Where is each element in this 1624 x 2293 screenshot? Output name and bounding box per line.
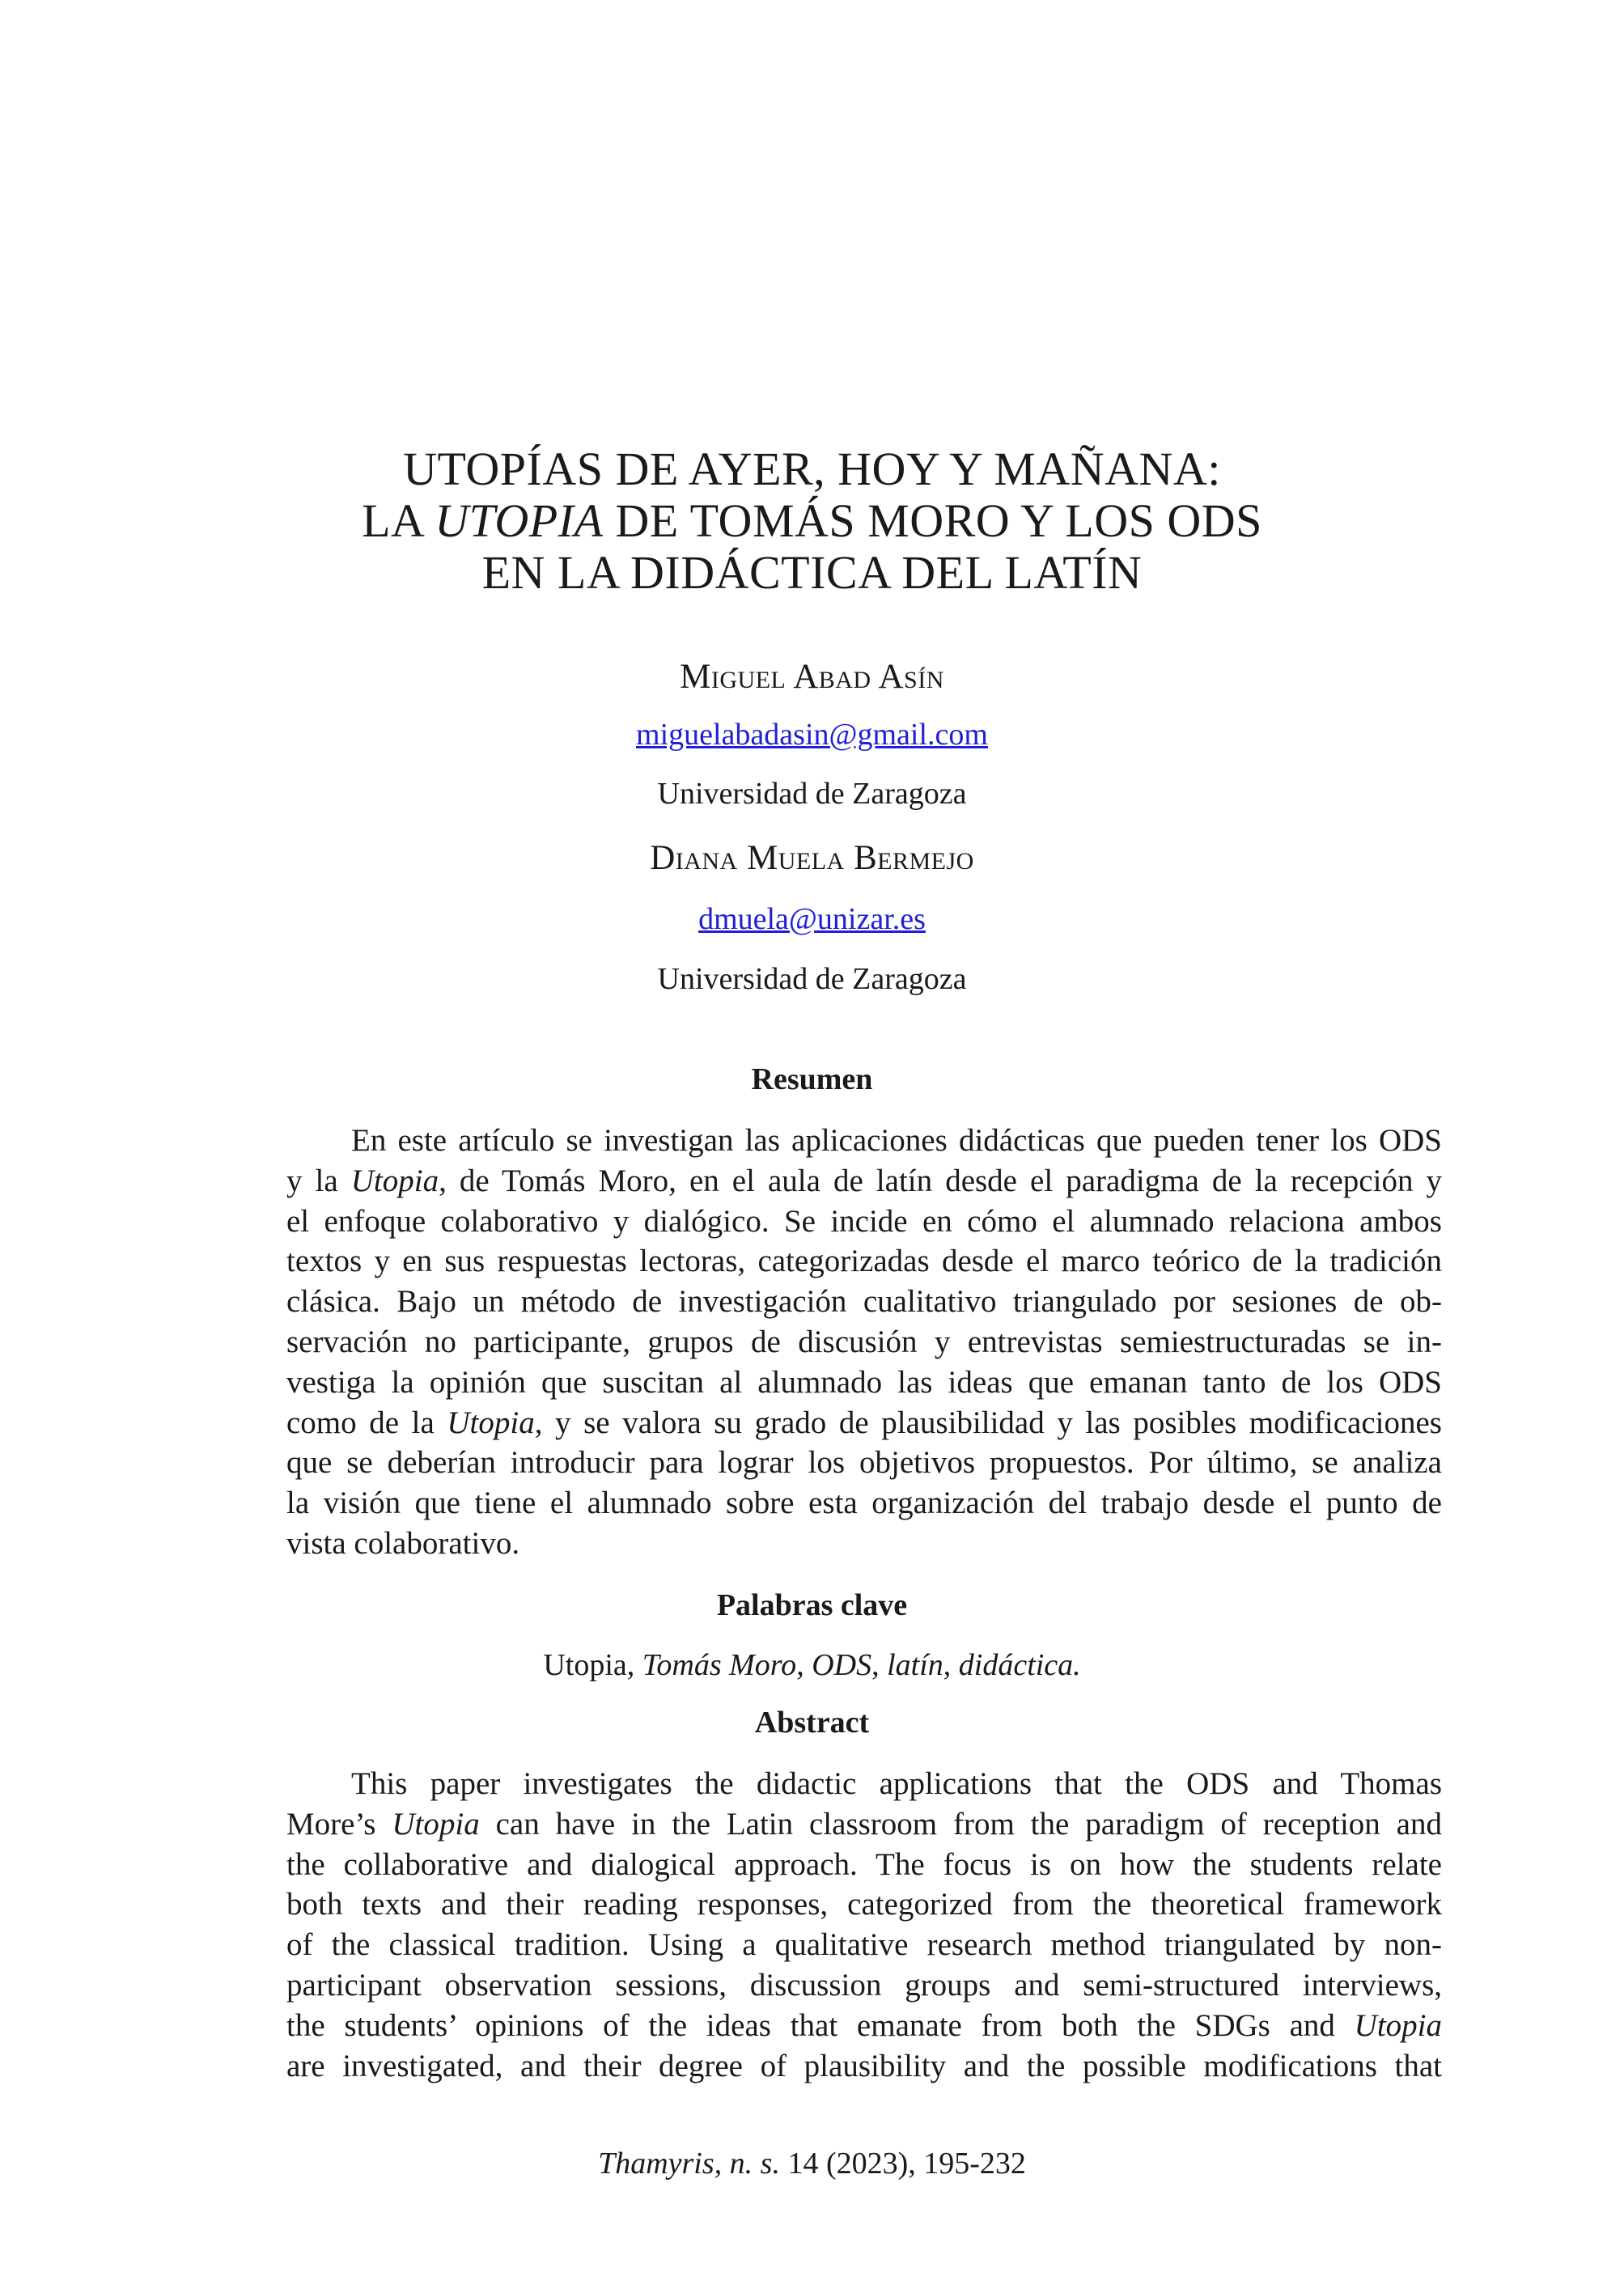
text-line: y la Utopia, de Tomás Moro, en el aula de latín desde el paradigma de la recepción y [286, 1163, 1442, 1198]
text-line: En este artículo se investigan las aplicaciones didácticas que pueden tener los ODS [351, 1123, 1442, 1158]
abstract-paragraph [286, 1764, 1442, 2086]
keyword: Tomás Moro [642, 1648, 797, 1682]
text-line: This paper investigates the didactic applications that the ODS and Thomas [351, 1766, 1442, 1801]
text-line: both texts and their reading responses, categorized from the theoretical framework [286, 1887, 1442, 1922]
text-line: el enfoque colaborativo y dialógico. Se incide en cómo el alumnado relaciona ambos [286, 1203, 1442, 1239]
text-line: clásica. Bajo un método de investigación cualitativo triangulado por sesiones de ob- [286, 1284, 1442, 1320]
palabras-clave-heading: Palabras clave [716, 1588, 908, 1622]
author-name: Diana Muela Bermejo [650, 839, 974, 877]
journal-citation-footer [0, 2146, 1624, 2181]
text-line: vestiga la opinión que suscitan al alumnado las ideas que emanan tanto de los ODS [286, 1364, 1442, 1400]
text-line: the students’ opinions of the ideas that emanate from both the SDGs and Utopia [286, 2007, 1442, 2043]
author-affiliation: Universidad de Zaragoza [657, 962, 967, 996]
resumen-heading: Resumen [751, 1062, 873, 1096]
article-title [0, 443, 1624, 599]
text-line: la visión que tiene el alumnado sobre esta organización del trabajo desde el punto de [286, 1486, 1442, 1521]
author-affiliation: Universidad de Zaragoza [657, 777, 967, 811]
author-email [0, 717, 1624, 752]
author-email [0, 901, 1624, 937]
title-line: UTOPÍAS DE AYER, HOY Y MAÑANA: [403, 443, 1221, 495]
text-line: the collaborative and dialogical approach. The focus is on how the students relate [286, 1846, 1442, 1882]
title-line: EN LA DIDÁCTICA DEL LATÍN [481, 546, 1143, 599]
keyword: latín [887, 1648, 943, 1682]
keywords-list: Utopia, Tomás Moro, ODS, latín, didáctica. [543, 1648, 1081, 1682]
text-line: que se deberían introducir para lograr los objetivos propuestos. Por último, se analiza [286, 1445, 1442, 1481]
keyword: didáctica. [958, 1648, 1081, 1682]
keyword: Utopia, [543, 1648, 642, 1682]
journal-volume-pages: 14 (2023), 195-232 [779, 2147, 1026, 2181]
title-italic-utopia: UTOPIA [435, 494, 604, 547]
author-email-link[interactable]: miguelabadasin@gmail.com [636, 718, 988, 752]
abstract-heading: Abstract [754, 1706, 870, 1740]
text-line: are investigated, and their degree of plausibility and the possible modifications that [286, 2048, 1442, 2083]
title-line: LA UTOPIA DE TOMÁS MORO Y LOS ODS [362, 494, 1262, 547]
resumen-paragraph [286, 1121, 1442, 1564]
text-line: More’s Utopia can have in the Latin classroom from the paradigm of reception and [286, 1806, 1442, 1842]
text-line: participant observation sessions, discussion groups and semi-structured interviews, [286, 1967, 1442, 2003]
journal-name: Thamyris, n. s. [598, 2147, 780, 2181]
text-line: servación no participante, grupos de discusión y entrevistas semiestructuradas se in- [286, 1324, 1442, 1359]
author-email-link[interactable]: dmuela@unizar.es [698, 902, 926, 936]
text-line: of the classical tradition. Using a qualitative research method triangulated by non- [286, 1927, 1442, 1963]
text-line: textos y en sus respuestas lectoras, categorizadas desde el marco teórico de la tradición [286, 1244, 1442, 1279]
keyword: ODS [812, 1648, 872, 1682]
text-line: vista colaborativo. [286, 1525, 520, 1561]
text-line: como de la Utopia, y se valora su grado de plausibilidad y las posibles modificaciones [286, 1405, 1442, 1440]
author-name: Miguel Abad Asín [680, 658, 944, 696]
